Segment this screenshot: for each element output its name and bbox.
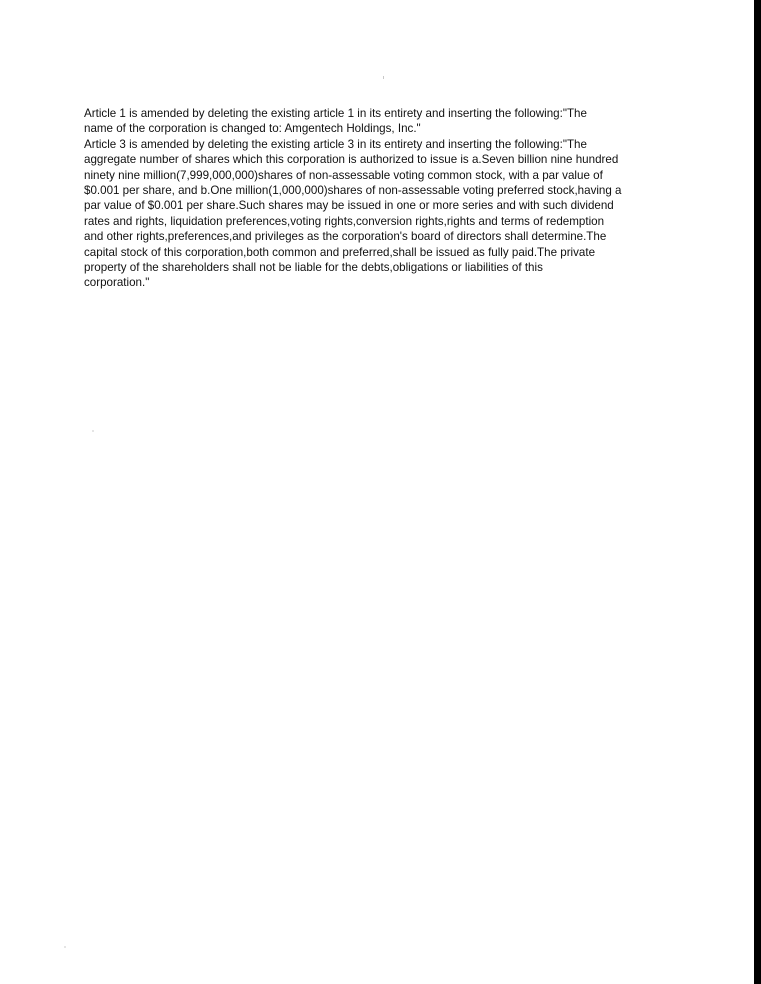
- text-line: aggregate number of shares which this corporation is authorized to issue is a.Seven billion nine hundred: [84, 153, 619, 167]
- text-line: rates and rights, liquidation preferences,voting rights,conversion rights,rights and terms of redemption: [84, 214, 605, 228]
- text-line: and other rights,preferences,and privileges as the corporation's board of directors shall determine.The: [84, 230, 607, 244]
- text-line: name of the corporation is changed to: Amgentech Holdings, Inc.": [84, 122, 421, 136]
- text-line: capital stock of this corporation,both common and preferred,shall be issued as fully paid.The private: [84, 245, 596, 259]
- text-line: Article 3 is amended by deleting the existing article 3 in its entirety and inserting the following:"The: [84, 137, 587, 151]
- scan-speck: [92, 430, 94, 432]
- scan-edge-border: [754, 0, 761, 984]
- text-line: property of the shareholders shall not be liable for the debts,obligations or liabilities of this: [84, 261, 543, 275]
- article-3-paragraph: [84, 137, 654, 291]
- amendment-text: [84, 106, 654, 291]
- text-line: corporation.": [84, 276, 150, 290]
- text-line: ninety nine million(7,999,000,000)shares of non-assessable voting common stock, with a par value of: [84, 168, 603, 182]
- article-1-paragraph: [84, 106, 654, 137]
- text-line: $0.001 per share, and b.One million(1,000,000)shares of non-assessable voting preferred stock,having a: [84, 184, 622, 198]
- text-line: par value of $0.001 per share.Such shares may be issued in one or more series and with such dividend: [84, 199, 614, 213]
- scan-speck: [64, 946, 66, 948]
- scan-speck: [383, 76, 384, 79]
- text-line: Article 1 is amended by deleting the existing article 1 in its entirety and inserting the following:"The: [84, 107, 587, 120]
